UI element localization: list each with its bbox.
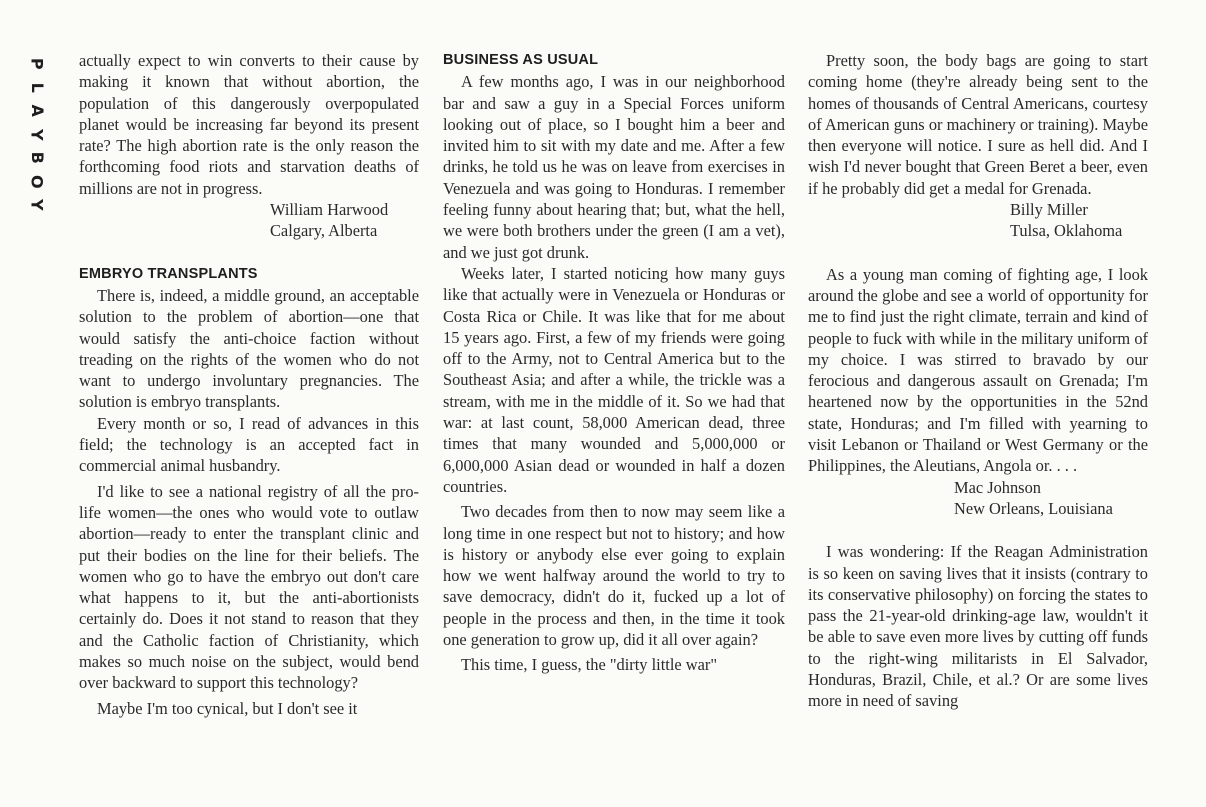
masthead-letter: O [27,174,47,189]
masthead-letter: L [27,82,47,93]
section-heading-embryo-transplants: EMBRYO TRANSPLANTS [79,265,258,282]
paragraph: Every month or so, I read of advances in this field; the technology is an accepted fact in commercial animal husbandry. [79,413,419,476]
masthead-letter: Y [27,128,47,141]
signature-place: Tulsa, Oklahoma [1010,221,1123,241]
letter-continuation: actually expect to win converts to their cause by making it known that without abortion, the population of this dangerously overpopulated planet would be increasing far beyond its present rate? The high abortion rate is the only reason the forthcoming food riots and starvation deaths of millions are not in progress. [79,51,419,198]
column-3 [808,50,1148,712]
signature-name: William Harwood [270,200,389,220]
paragraph: There is, indeed, a middle ground, an acceptable solution to the problem of abortion—one that would satisfy the anti-choice faction without treading on the rights of the women who do not want to undergo involuntary pregnancies. The solution is embryo transplants. [79,285,419,412]
masthead-letter: Y [27,198,47,211]
paragraph: This time, I guess, the "dirty little war" [461,655,718,675]
column-2 [443,50,785,676]
signature-place: Calgary, Alberta [270,221,378,241]
paragraph: I was wondering: If the Reagan Administration is so keen on saving lives that it insists (contrary to its conservative philosophy) on forcing the states to pass the 21-year-old drinking-age law, wouldn't it be able to save even more lives by cutting off funds to the right-wing militarists in El Salvador, Honduras, Brazil, Chile, et al.? Or are some lives more in need of saving [808,542,1148,711]
paragraph: Two decades from then to now may seem like a long time in one respect but not to history; and how is history or anybody else ever going to explain how we went halfway around the world to try to save democracy, didn't do it, fucked up a lot of people in the process and then, in the time it took one generation to grow up, did it all over again? [443,502,785,650]
signature-harwood [270,199,419,242]
signature-miller [1010,199,1148,242]
signature-name: Billy Miller [1010,200,1088,220]
paragraph: Maybe I'm too cynical, but I don't see it [97,698,358,718]
signature-place: New Orleans, Louisiana [954,498,1113,518]
masthead-letter: B [27,151,47,164]
paragraph: As a young man coming of fighting age, I look around the globe and see a world of opportunity for me to find just the right climate, terrain and kind of people to fuck with while in the military uniform of my choice. I was stirred to bravado by our ferocious and dangerous assault on Grenada; I'm heartened now by the opportunities in the 52nd state, Honduras; and I'm filled with yearning to visit Lebanon or Thailand or West Germany or the Philippines, the Aleutians, Angola or. . . . [808,264,1148,476]
section-heading-business-as-usual: BUSINESS AS USUAL [443,52,599,68]
signature-johnson [954,477,1148,520]
column-1 [79,50,419,719]
playboy-masthead [25,52,49,217]
masthead-letter: P [27,57,47,70]
paragraph: Pretty soon, the body bags are going to start coming home (they're already being sent to the homes of thousands of Central Americans, courtesy of American guns or machinery or training). Maybe then everyone will notice. I sure as hell did. And I wish I'd never bought that Green Beret a beer, even if he probably did get a medal for Grenada. [808,51,1148,198]
masthead-letter: A [27,104,47,117]
paragraph: Weeks later, I started noticing how many guys like that actually were in Venezuela or Honduras or Costa Rica or Chile. It was like that for me about 15 years ago. First, a few of my friends were going off to the Army, not to Central America but to the Southeast Asia; and after a while, the trickle was a stream, with me in the middle of it. So we had that war: at last count, 58,000 American dead, three times that many wounded and 5,000,000 or 6,000,000 Asian dead or wounded in half a dozen countries. [443,263,785,496]
paragraph: A few months ago, I was in our neighborhood bar and saw a guy in a Special Forces uniform looking out of place, so I bought him a beer and invited him to sit with my date and me. After a few drinks, he told us he was on leave from exercises in Venezuela and was going to Honduras. I remember feeling funny about hearing that; but, what the hell, we were both brothers under the green (I am a vet), and we just got drunk. [443,72,785,262]
signature-name: Mac Johnson [954,477,1041,497]
paragraph: I'd like to see a national registry of all the pro-life women—the ones who would vote to outlaw abortion—ready to enter the transplant clinic and put their bodies on the line for their beliefs. The women who go to have the embryo out don't care what happens to it, but the anti-abortionists certainly do. Does it not stand to reason that they and the Catholic faction of Christianity, which makes so much noise on the subject, would bend over backward to support this technology? [79,481,419,693]
